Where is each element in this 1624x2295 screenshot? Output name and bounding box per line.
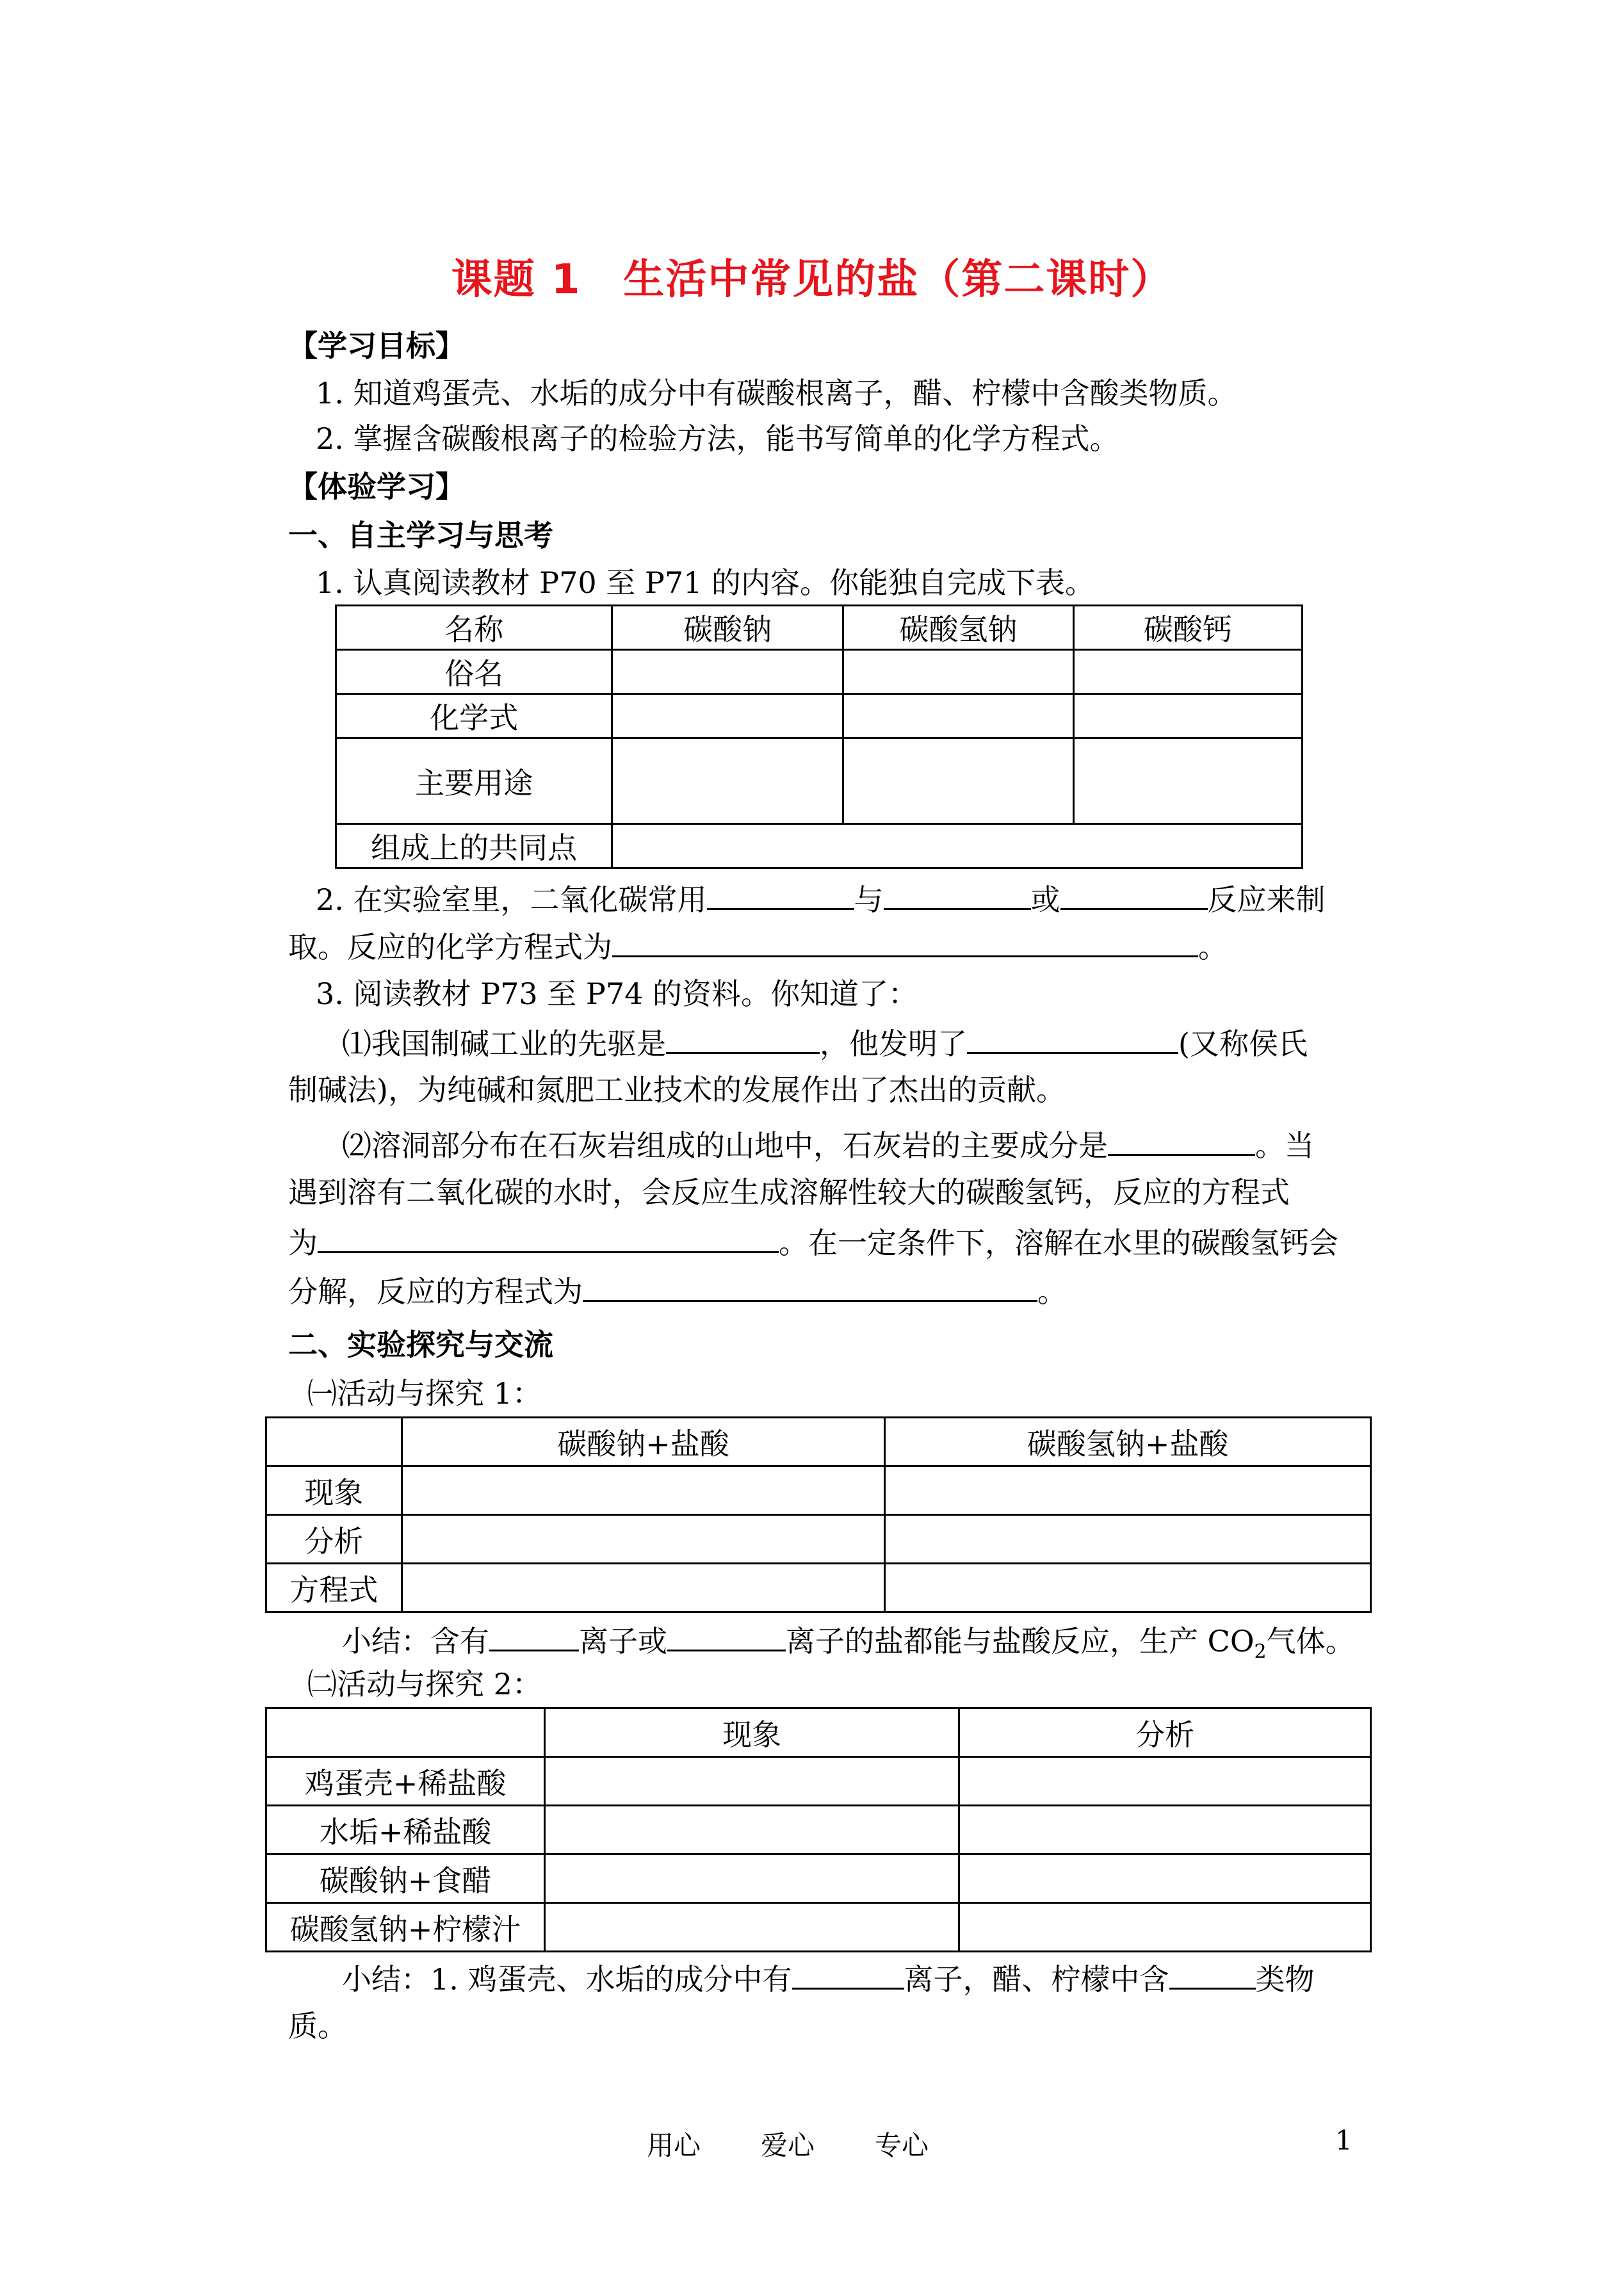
question-3-2-line-2: 遇到溶有二氧化碳的水时，会反应生成溶解性较大的碳酸氢钙，反应的方程式 — [288, 1175, 1290, 1210]
question-1: 1. 认真阅读教材 P70 至 P71 的内容。你能独自完成下表。 — [316, 565, 1094, 600]
answer-cell[interactable] — [402, 1515, 885, 1564]
question-3-2-line-3: 为 。在一定条件下，溶解在水里的碳酸氢钙会 — [288, 1222, 1338, 1262]
answer-blank[interactable] — [707, 879, 854, 910]
row-label: 分析 — [266, 1515, 402, 1564]
answer-blank[interactable] — [1060, 879, 1208, 910]
table-header: 碳酸钙 — [1073, 606, 1302, 650]
answer-blank[interactable] — [666, 1023, 820, 1054]
table-header: 名称 — [336, 606, 612, 650]
answer-blank[interactable] — [1169, 1958, 1256, 1990]
part2-heading: 二、实验探究与交流 — [288, 1327, 553, 1362]
table-header: 碳酸氢钠 — [843, 606, 1073, 650]
answer-cell[interactable] — [1073, 738, 1302, 824]
table-header: 现象 — [545, 1708, 959, 1757]
question-3-1-line-2: 制碱法)，为纯碱和氮肥工业技术的发展作出了杰出的贡献。 — [288, 1073, 1066, 1107]
footer-motto-1: 用心 — [647, 2130, 701, 2161]
answer-cell[interactable] — [885, 1515, 1371, 1564]
answer-cell[interactable] — [612, 738, 843, 824]
summary-1: 小结：含有 离子或 离子的盐都能与盐酸反应，生产 $CO_2$气体。 — [342, 1620, 1355, 1671]
row-label: 碳酸氢钠+柠檬汁 — [266, 1903, 545, 1952]
goal-item-2: 2. 掌握含碳酸根离子的检验方法，能书写简单的化学方程式。 — [316, 421, 1119, 456]
answer-blank[interactable] — [583, 1270, 1037, 1302]
summary-2-line-1: 小结：1. 鸡蛋壳、水垢的成分中有 离子，醋、柠檬中含 类物 — [342, 1958, 1315, 1999]
answer-cell[interactable] — [843, 738, 1073, 824]
answer-blank[interactable] — [667, 1620, 786, 1651]
question-3-2-line-4: 分解，反应的方程式为 。 — [288, 1270, 1067, 1311]
row-label: 水垢+稀盐酸 — [266, 1806, 545, 1854]
answer-cell[interactable] — [1073, 650, 1302, 694]
answer-cell[interactable] — [959, 1757, 1371, 1806]
answer-cell[interactable] — [545, 1903, 959, 1952]
activity-1-table — [265, 1416, 1372, 1613]
answer-cell[interactable] — [612, 824, 1303, 868]
question-3-2-line-1: ⑵溶洞部分布在石灰岩组成的山地中，石灰岩的主要成分是 。当 — [342, 1124, 1314, 1165]
answer-cell[interactable] — [843, 694, 1073, 738]
row-label: 现象 — [266, 1466, 402, 1515]
summary-2-line-2: 质。 — [288, 2009, 347, 2043]
table-header — [266, 1708, 545, 1757]
answer-cell[interactable] — [959, 1806, 1371, 1854]
goal-item-1: 1. 知道鸡蛋壳、水垢的成分中有碳酸根离子，醋、柠檬中含酸类物质。 — [316, 376, 1237, 410]
answer-cell[interactable] — [1073, 694, 1302, 738]
answer-blank[interactable] — [318, 1222, 779, 1253]
row-label: 方程式 — [266, 1564, 402, 1612]
row-label: 碳酸钠+食醋 — [266, 1854, 545, 1903]
activity-2-label: ㈡活动与探究 2： — [307, 1667, 542, 1701]
answer-cell[interactable] — [885, 1466, 1371, 1515]
answer-cell[interactable] — [545, 1806, 959, 1854]
table-header: 分析 — [959, 1708, 1371, 1757]
table-header: 碳酸钠+盐酸 — [402, 1418, 885, 1466]
answer-cell[interactable] — [612, 650, 843, 694]
part1-heading: 一、自主学习与思考 — [288, 518, 553, 553]
answer-blank[interactable] — [884, 879, 1031, 910]
question-3-1-line-1: ⑴我国制碱工业的先驱是 ，他发明了 (又称侯氏 — [342, 1023, 1308, 1063]
table-header: 碳酸氢钠+盐酸 — [885, 1418, 1371, 1466]
answer-blank[interactable] — [792, 1958, 904, 1990]
question-2-line-1: 2. 在实验室里，二氧化碳常用 与 或 反应来制 — [316, 879, 1326, 919]
answer-cell[interactable] — [885, 1564, 1371, 1612]
activity-1-label: ㈠活动与探究 1： — [307, 1376, 542, 1411]
footer-motto-3: 专心 — [875, 2130, 929, 2161]
answer-cell[interactable] — [545, 1757, 959, 1806]
page-number: 1 — [1335, 2125, 1352, 2156]
answer-cell[interactable] — [402, 1564, 885, 1612]
answer-cell[interactable] — [843, 650, 1073, 694]
page-title: 课题 1 生活中常见的盐（第二课时） — [451, 256, 1173, 304]
activity-2-table — [265, 1707, 1372, 1952]
experience-heading: 【体验学习】 — [288, 469, 465, 504]
answer-blank[interactable] — [1108, 1124, 1255, 1156]
answer-cell[interactable] — [545, 1854, 959, 1903]
row-label: 俗名 — [336, 650, 612, 694]
goals-heading: 【学习目标】 — [288, 328, 465, 363]
answer-cell[interactable] — [402, 1466, 885, 1515]
table-header — [266, 1418, 402, 1466]
question-3: 3. 阅读教材 P73 至 P74 的资料。你知道了： — [316, 977, 918, 1011]
question-2-line-2: 取。反应的化学方程式为 。 — [288, 926, 1228, 966]
answer-blank[interactable] — [489, 1620, 579, 1651]
row-label: 化学式 — [336, 694, 612, 738]
answer-blank[interactable] — [967, 1023, 1178, 1054]
answer-blank[interactable] — [612, 926, 1198, 957]
answer-cell[interactable] — [959, 1854, 1371, 1903]
table-header: 碳酸钠 — [612, 606, 843, 650]
row-label: 主要用途 — [336, 738, 612, 824]
row-label: 组成上的共同点 — [336, 824, 612, 868]
footer-motto-2: 爱心 — [761, 2130, 815, 2161]
answer-cell[interactable] — [612, 694, 843, 738]
answer-cell[interactable] — [959, 1903, 1371, 1952]
row-label: 鸡蛋壳+稀盐酸 — [266, 1757, 545, 1806]
salts-table — [335, 604, 1303, 869]
